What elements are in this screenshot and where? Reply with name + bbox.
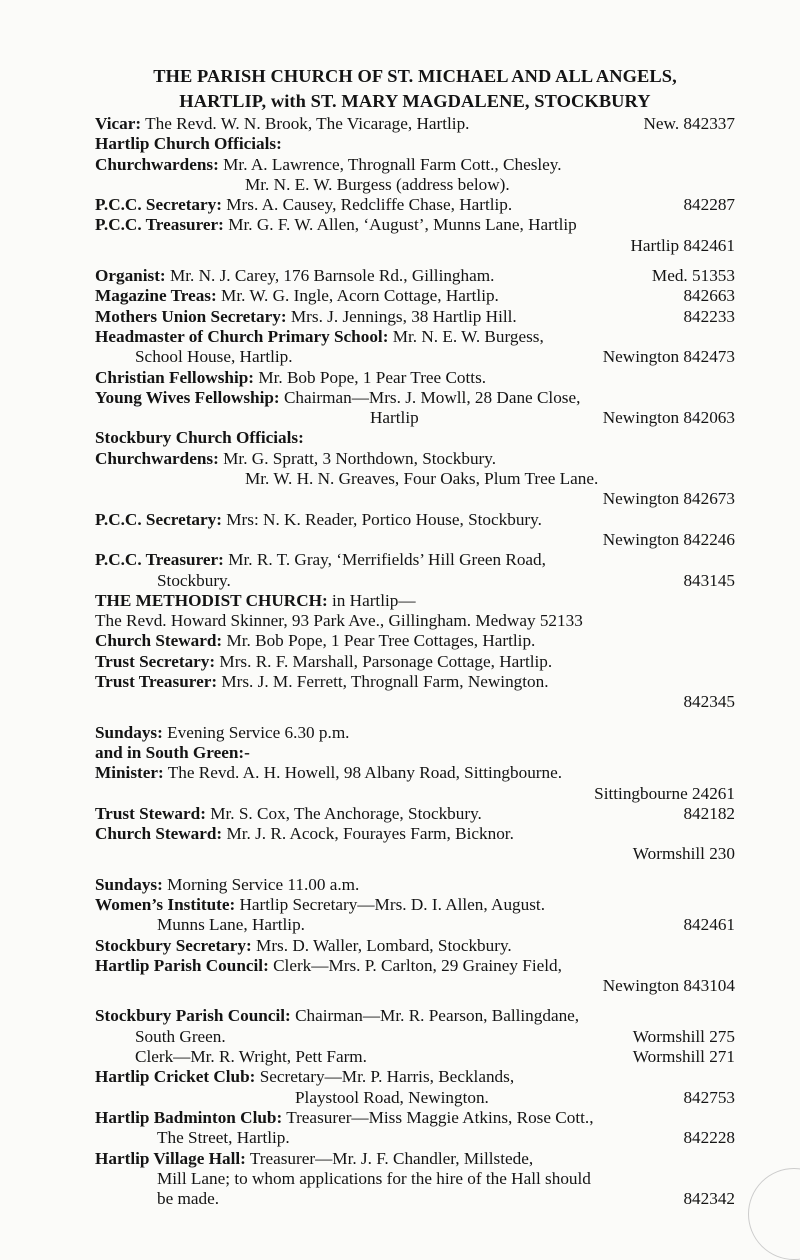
hartlip-parish-council-entry: Hartlip Parish Council: Clerk—Mrs. P. Carlton, 29 Grainey Field, (95, 955, 562, 975)
stockbury-churchwardens-entry: Churchwardens: Mr. G. Spratt, 3 Northdown, Stockbury. (95, 448, 497, 468)
village-hall-line-2: Mill Lane; to whom applications for the hire of the Hall should (157, 1168, 591, 1188)
hartlip-churchwardens-line-2: Mr. N. E. W. Burgess (address below). (245, 174, 510, 194)
stockbury-churchwardens-line-2: Mr. W. H. N. Greaves, Four Oaks, Plum Tree Lane. (245, 469, 599, 489)
methodist-church-steward-entry: Church Steward: Mr. Bob Pope, 1 Pear Tree Cottages, Hartlip. (95, 631, 536, 651)
phone-number: Newington 842246 (602, 529, 735, 549)
vicar-entry: Vicar: The Revd. W. N. Brook, The Vicarage, Hartlip. New. 842337 (95, 114, 735, 133)
phone-number: Med. 51353 (651, 266, 735, 286)
phone-number: Newington 843104 (602, 976, 735, 996)
young-wives-line-2: Hartlip Newington 842063 (370, 408, 735, 428)
village-hall-line-3: be made. 842342 (157, 1189, 735, 1209)
south-green-heading: and in South Green:- (95, 742, 250, 762)
badminton-club-entry: Hartlip Badminton Club: Treasurer—Miss Maggie Atkins, Rose Cott., (95, 1107, 594, 1127)
phone-number: 843145 (683, 570, 735, 590)
title-line-1: THE PARISH CHURCH OF ST. MICHAEL AND ALL ANGELS, (153, 66, 677, 86)
headmaster-entry: Headmaster of Church Primary School: Mr. N. E. W. Burgess, (95, 326, 544, 346)
badminton-club-line-2: The Street, Hartlip. 842228 (157, 1128, 735, 1148)
section-heading-hartlip-officials: Hartlip Church Officials: (95, 134, 282, 154)
methodist-trust-secretary-entry: Trust Secretary: Mrs. R. F. Marshall, Parsonage Cottage, Hartlip. (95, 651, 553, 671)
womens-institute-entry: Women’s Institute: Hartlip Secretary—Mrs. D. I. Allen, August. (95, 894, 546, 914)
sg-church-steward-line-2 (95, 844, 735, 864)
womens-institute-line-2: Munns Lane, Hartlip. 842461 (157, 915, 735, 935)
young-wives-entry: Young Wives Fellowship: Chairman—Mrs. J. Mowll, 28 Dane Close, (95, 387, 581, 407)
phone-number: Newington 842063 (602, 408, 735, 428)
hartlip-pcc-treasurer-line-2 (95, 236, 735, 256)
phone-number: 842345 (683, 692, 735, 712)
mothers-union-entry: Mothers Union Secretary: Mrs. J. Jennings, 38 Hartlip Hill. 842233 (95, 306, 735, 326)
directory-page (95, 64, 735, 1209)
stockbury-secretary-entry: Stockbury Secretary: Mrs. D. Waller, Lombard, Stockbury. (95, 935, 512, 955)
sg-sundays-entry: Sundays: Morning Service 11.00 a.m. (95, 874, 360, 894)
hartlip-churchwardens-entry: Churchwardens: Mr. A. Lawrence, Thrognall Farm Cott., Chesley. (95, 154, 562, 174)
sg-minister-line-2 (95, 784, 735, 804)
phone-number: 842233 (683, 306, 735, 326)
stockbury-parish-council-line-3: Clerk—Mr. R. Wright, Pett Farm. Wormshill 271 (135, 1047, 735, 1067)
section-heading-stockbury-officials: Stockbury Church Officials: (95, 428, 304, 448)
phone-number: Newington 842673 (602, 489, 735, 509)
phone-number: Newington 842473 (602, 347, 735, 367)
phone-number: New. 842337 (643, 114, 735, 133)
phone-number: Wormshill 271 (632, 1047, 735, 1067)
phone-number: 842182 (683, 803, 735, 823)
phone-number: 842461 (683, 915, 735, 935)
cricket-club-entry: Hartlip Cricket Club: Secretary—Mr. P. Harris, Becklands, (95, 1067, 515, 1087)
phone-number: 842663 (683, 286, 735, 306)
phone-number: 842342 (683, 1189, 735, 1209)
page-curl-mark (748, 1168, 800, 1260)
organist-entry: Organist: Mr. N. J. Carey, 176 Barnsole Rd., Gillingham. Med. 51353 (95, 266, 735, 286)
stockbury-parish-council-line-2: South Green. Wormshill 275 (135, 1026, 735, 1046)
methodist-sundays-entry: Sundays: Evening Service 6.30 p.m. (95, 722, 350, 742)
village-hall-entry: Hartlip Village Hall: Treasurer—Mr. J. F. Chandler, Millstede, (95, 1148, 534, 1168)
headmaster-line-2: School House, Hartlip. Newington 842473 (135, 347, 735, 367)
stockbury-parish-council-entry: Stockbury Parish Council: Chairman—Mr. R. Pearson, Ballingdane, (95, 1006, 580, 1026)
stockbury-pcc-treasurer-entry: P.C.C. Treasurer: Mr. R. T. Gray, ‘Merrifields’ Hill Green Road, (95, 550, 546, 570)
phone-number: 842287 (683, 195, 735, 215)
phone-number: 842228 (683, 1128, 735, 1148)
hartlip-pcc-treasurer-entry: P.C.C. Treasurer: Mr. G. F. W. Allen, ‘August’, Munns Lane, Hartlip (95, 215, 577, 235)
stockbury-churchwardens-line-3 (95, 489, 735, 509)
phone-number: Sittingbourne 24261 (594, 783, 735, 803)
stockbury-pcc-secretary-line-2 (95, 530, 735, 550)
hartlip-pcc-secretary-entry: P.C.C. Secretary: Mrs. A. Causey, Redcliffe Chase, Hartlip. 842287 (95, 195, 735, 215)
cricket-club-line-2: Playstool Road, Newington. 842753 (295, 1087, 735, 1107)
stockbury-pcc-treasurer-line-2: Stockbury. 843145 (157, 570, 735, 590)
christian-fellowship-entry: Christian Fellowship: Mr. Bob Pope, 1 Pear Tree Cotts. (95, 367, 487, 387)
sg-trust-steward-entry: Trust Steward: Mr. S. Cox, The Anchorage, Stockbury. 842182 (95, 803, 735, 823)
hartlip-parish-council-line-2 (95, 976, 735, 996)
sg-minister-entry: Minister: The Revd. A. H. Howell, 98 Albany Road, Sittingbourne. (95, 763, 563, 783)
methodist-minister-entry: The Revd. Howard Skinner, 93 Park Ave., Gillingham. Medway 52133 (95, 611, 583, 631)
phone-number: 842753 (683, 1087, 735, 1107)
methodist-trust-treasurer-line-2 (95, 692, 735, 712)
methodist-trust-treasurer-entry: Trust Treasurer: Mrs. J. M. Ferrett, Thrognall Farm, Newington. (95, 672, 549, 692)
phone-number: Wormshill 275 (632, 1026, 735, 1046)
stockbury-pcc-secretary-entry: P.C.C. Secretary: Mrs: N. K. Reader, Portico House, Stockbury. (95, 509, 542, 529)
phone-number: Hartlip 842461 (630, 235, 735, 255)
title-line-2: HARTLIP, with ST. MARY MAGDALENE, STOCKBURY (179, 91, 651, 111)
magazine-treas-entry: Magazine Treas: Mr. W. G. Ingle, Acorn Cottage, Hartlip. 842663 (95, 286, 735, 306)
sg-church-steward-entry: Church Steward: Mr. J. R. Acock, Fourayes Farm, Bicknor. (95, 824, 514, 844)
methodist-heading: THE METHODIST CHURCH: in Hartlip— (95, 590, 416, 610)
phone-number: Wormshill 230 (632, 844, 735, 864)
page-title (95, 64, 735, 114)
